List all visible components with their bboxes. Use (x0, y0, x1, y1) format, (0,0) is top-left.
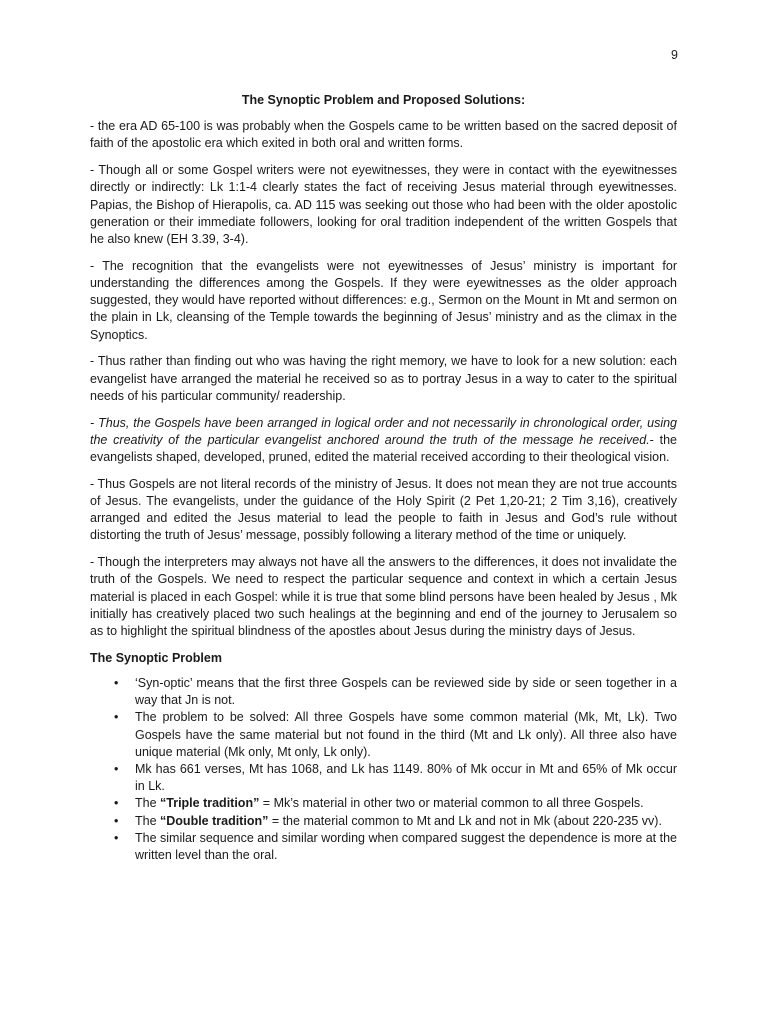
paragraph-not-literal (90, 476, 677, 545)
paragraph-text: - Though all or some Gospel writers were not eyewitnesses, they were in contact with the eyewitnesses directly or indirectly: Lk 1:1-4 clearly states the fact of receiving Jesus material through eyewitnesses. Papias, the Bishop of Hierapolis, ca. AD 115 was seeking out those who had been with the older apostolic generation or their immediate followers, looking for oral tradition independent of the written Gospels that he also knew (EH 3.39, 3-4). (90, 163, 677, 247)
paragraph-era (90, 118, 677, 152)
bullet-text: ‘Syn-optic’ means that the first three Gospels can be reviewed side by side or seen together in a way that Jn is not. (135, 676, 677, 708)
paragraph-text: - The recognition that the evangelists were not eyewitnesses of Jesus’ ministry is important for understanding the differences among the Gospels. If they were eyewitnesses as the older approach suggested, they would have reported without differences: e.g., Sermon on the Mount in Mt and sermon on the plain in Lk, cleansing of the Temple towards the beginning of Jesus’ ministry and as the climax in the Synoptics. (90, 258, 677, 342)
bullet-item (90, 813, 677, 830)
bullet-text: Mk has 661 verses, Mt has 1068, and Lk has 1149. 80% of Mk occur in Mt and 65% of Mk occur in Lk. (135, 762, 677, 794)
bullet-item (90, 709, 677, 761)
bullet-item (90, 675, 677, 709)
bullet-icon: • (114, 796, 119, 811)
paragraph-text: - Thus Gospels are not literal records of the ministry of Jesus. It does not mean they are not true accounts of Jesus. The evangelists, under the guidance of the Holy Spirit (2 Pet 1,20-21; 2 Tim 3,16), creatively arranged and edited the Jesus material to lead the people to faith in Jesus and God’s rule without distorting the truth of Jesus’ message, possibly following a literary method of the time or uniquely. (90, 476, 677, 543)
bullet-bold-term: “Double tradition” (160, 813, 269, 828)
bullet-icon: • (114, 830, 119, 845)
bullet-text: = the material common to Mt and Lk and not in Mk (about 220-235 vv). (268, 813, 662, 828)
page-content (90, 92, 677, 864)
bullet-text: The (135, 796, 161, 811)
section-heading: The Synoptic Problem (90, 650, 222, 665)
bullet-text: The (135, 813, 161, 828)
bullet-text: = Mk’s material in other two or material common to all three Gospels. (259, 796, 644, 811)
bullet-item (90, 795, 677, 812)
bullet-icon: • (114, 710, 119, 725)
bullet-text: The problem to be solved: All three Gospels have some common material (Mk, Mt, Lk). Two Gospels have the same material but not found in the third (Mt and Lk only). All three also have unique material (Mk only, Mt only, Lk only). (135, 710, 677, 759)
paragraph-italic-text: - Thus, the Gospels have been arranged in logical order and not necessarily in chronological order, using the creativity of the particular evangelist anchored around the truth of the message he received. (90, 415, 677, 447)
bullet-icon: • (114, 762, 119, 777)
bullet-bold-term: “Triple tradition” (160, 796, 260, 811)
bullet-item (90, 830, 677, 864)
paragraph-text: - the era AD 65-100 is was probably when the Gospels came to be written based on the sacred deposit of faith of the apostolic era which exited in both oral and written forms. (90, 119, 677, 151)
paragraph-eyewitnesses (90, 162, 677, 248)
paragraph-text: - Though the interpreters may always not have all the answers to the differences, it does not invalidate the truth of the Gospels. We need to respect the particular sequence and context in which a certain Jesus material is placed in each Gospel: while it is true that some blind persons have been healed by Jesus , Mk initially has creatively placed two such healings at the beginning and end of the journey to Jerusalem so as to highlight the spiritual blindness of the apostles about Jesus during the ministry days of Jesus. (90, 555, 677, 639)
page-number: 9 (671, 48, 678, 62)
paragraph-text: - Thus rather than finding out who was having the right memory, we have to look for a new solution: each evangelist have arranged the material he received so as to portray Jesus in a way to cater to the spiritual needs of his particular community/ readership. (90, 354, 677, 403)
bullet-text: The similar sequence and similar wording when compared suggest the dependence is more at the written level than the oral. (135, 830, 677, 863)
paragraph-text: - the evangelists shaped, developed, pruned, edited the material received according to their theological vision. (90, 432, 677, 465)
bullet-list (90, 675, 677, 864)
paragraph-recognition (90, 258, 677, 344)
bullet-icon: • (114, 676, 119, 691)
paragraph-logical-order (90, 415, 677, 467)
bullet-icon: • (114, 813, 119, 828)
bullet-item (90, 761, 677, 795)
document-title: The Synoptic Problem and Proposed Solutions: (241, 93, 526, 107)
paragraph-new-solution (90, 353, 677, 405)
paragraph-interpreters (90, 554, 677, 640)
